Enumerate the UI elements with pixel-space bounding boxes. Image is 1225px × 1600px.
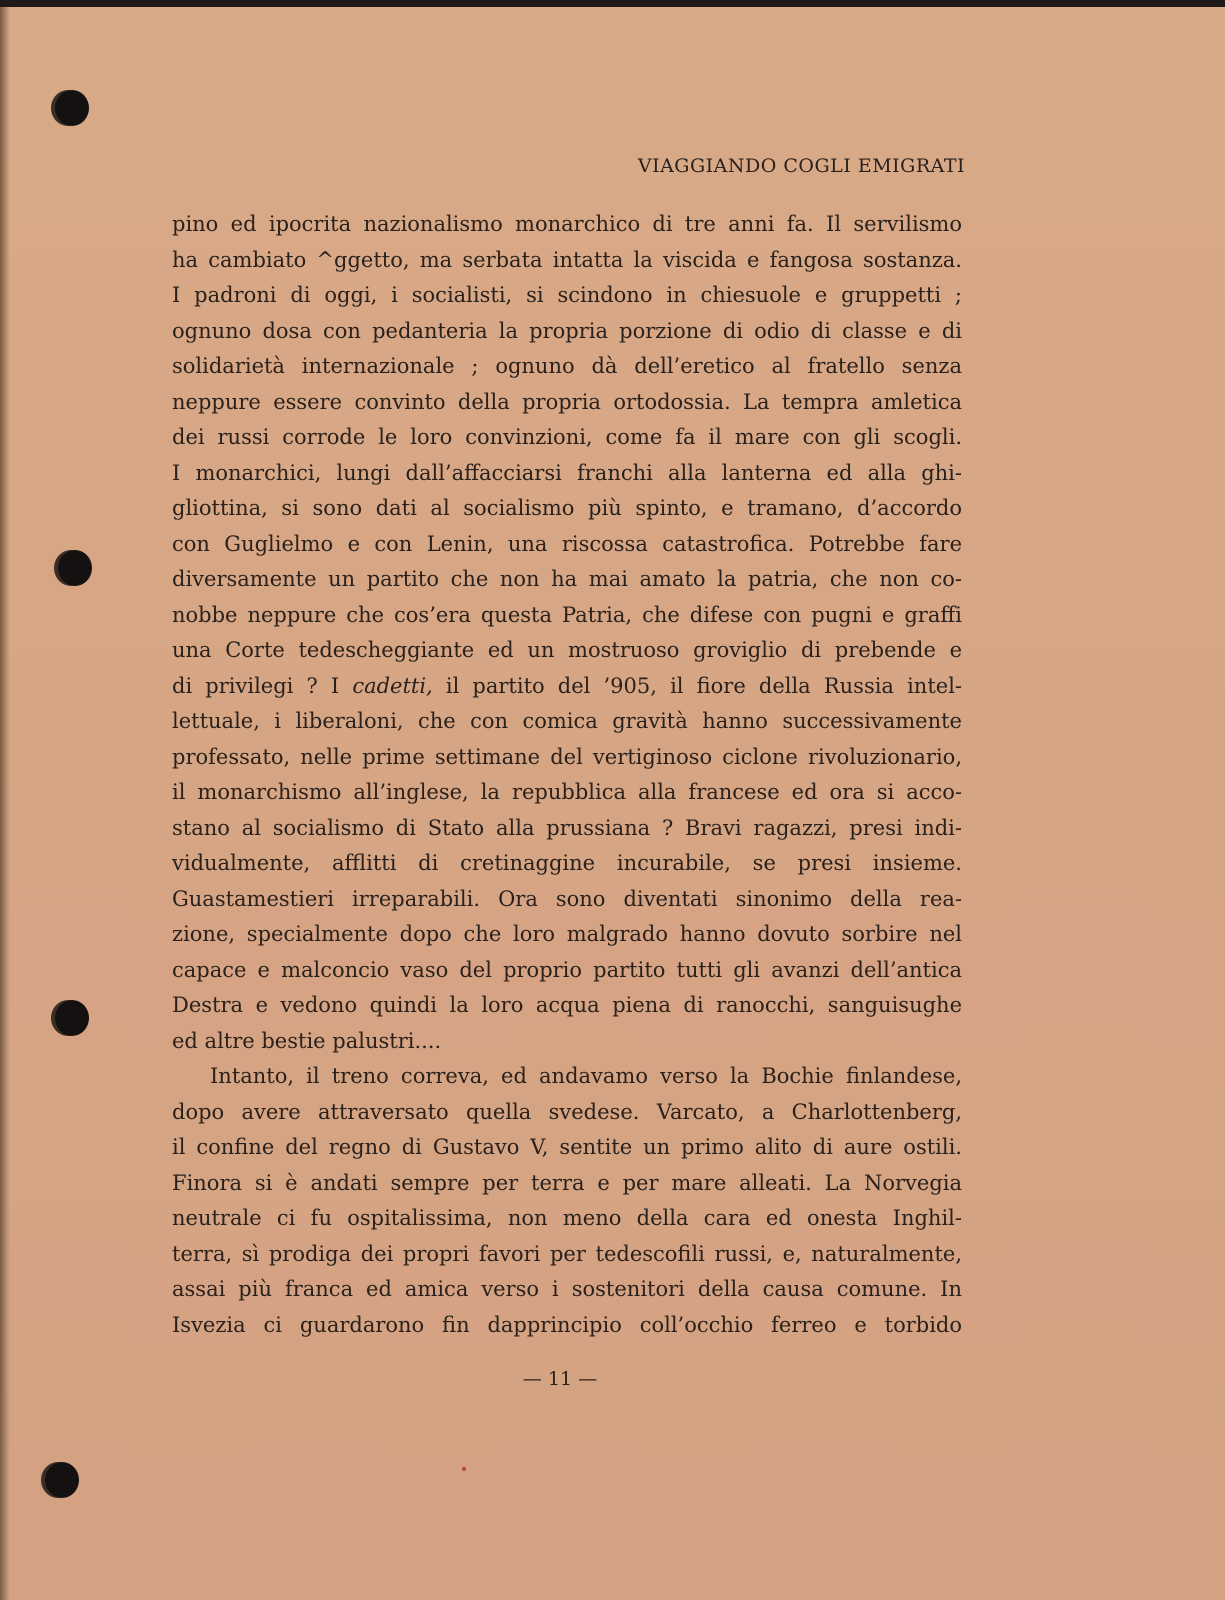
text-line: I padroni di oggi, i socialisti, si scindono in chiesuole e gruppetti ;: [172, 283, 962, 307]
text-line: capace e malconcio vaso del proprio partito tutti gli avanzi dell’antica: [172, 957, 962, 982]
text-line: I monarchici, lungi dall’affacciarsi franchi alla lanterna ed alla ghi-: [172, 460, 962, 485]
body-text: [172, 207, 962, 1343]
text-line: [172, 669, 962, 705]
text-line: il monarchismo all’inglese, la repubblica alla francese ed ora si acco-: [172, 780, 962, 804]
text-line: terra, sì prodiga dei propri favori per tedescofili russi, e, naturalmente,: [172, 1241, 962, 1266]
text-line: solidarietà internazionale ; ognuno dà dell’eretico al fratello senza: [172, 354, 962, 378]
text-line: assai più franca ed amica verso i sostenitori della causa comune. In: [172, 1277, 962, 1301]
text-line: ha cambiato ^ggetto, ma serbata intatta la viscida e fangosa sostanza.: [172, 247, 962, 272]
punch-hole: [58, 550, 92, 586]
scan-top-edge: [0, 0, 1225, 7]
text-line: dei russi corrode le loro convinzioni, come fa il mare con gli scogli.: [172, 425, 962, 449]
text-line: il confine del regno di Gustavo V, sentite un primo alito di aure ostili.: [172, 1135, 962, 1159]
text-line: ognuno dosa con pedanteria la propria porzione di odio di classe e di: [172, 318, 962, 343]
text-line: gliottina, si sono dati al socialismo più spinto, e tramano, d’accordo: [172, 496, 962, 520]
ink-speck: [462, 1467, 466, 1471]
text-line: vidualmente, afflitti di cretinaggine incurabile, se presi insieme.: [172, 851, 962, 875]
text-line: neutrale ci fu ospitalissima, non meno della cara ed onesta Inghil-: [172, 1206, 962, 1230]
text-line: con Guglielmo e con Lenin, una riscossa catastrofica. Potrebbe fare: [172, 531, 962, 556]
text-line: dopo avere attraversato quella svedese. Varcato, a Charlottenberg,: [172, 1099, 962, 1124]
punch-hole: [55, 90, 89, 126]
text-line: nobbe neppure che cos’era questa Patria, che difese con pugni e graffi: [172, 602, 962, 627]
text-line: Finora si è andati sempre per terra e per mare alleati. La Norvegia: [172, 1170, 962, 1195]
text-fragment: il partito del ’905, il fiore della Russia intel-: [432, 673, 962, 698]
page-number: — 11 —: [522, 1368, 598, 1390]
text-line: pino ed ipocrita nazionalismo monarchico di tre anni fa. Il servilismo: [172, 212, 962, 236]
text-line: Intanto, il treno correva, ed andavamo verso la Bochie finlandese,: [210, 1064, 962, 1088]
text-line: diversamente un partito che non ha mai amato la patria, che non co-: [172, 567, 962, 591]
text-line: ed altre bestie palustri....: [172, 1028, 442, 1053]
text-line: lettuale, i liberaloni, che con comica gravità hanno successivamente: [172, 709, 962, 733]
text-line: professato, nelle prime settimane del vertiginoso ciclone rivoluzionario,: [172, 744, 962, 769]
italic-term: cadetti,: [352, 673, 433, 698]
punch-hole: [55, 1000, 89, 1036]
text-line: stano al socialismo di Stato alla prussiana ? Bravi ragazzi, presi indi-: [172, 815, 962, 840]
text-line: neppure essere convinto della propria ortodossia. La tempra amletica: [172, 389, 962, 414]
running-head: VIAGGIANDO COGLI EMIGRATI: [637, 155, 965, 177]
text-line: Isvezia ci guardarono fin dapprincipio coll’occhio ferreo e torbido: [172, 1312, 962, 1337]
scan-left-edge: [0, 7, 10, 1600]
text-line: Guastamestieri irreparabili. Ora sono diventati sinonimo della rea-: [172, 886, 962, 911]
text-line: Destra e vedono quindi la loro acqua piena di ranocchi, sanguisughe: [172, 993, 962, 1017]
text-line: una Corte tedescheggiante ed un mostruoso groviglio di prebende e: [172, 638, 962, 662]
text-line: zione, specialmente dopo che loro malgrado hanno dovuto sorbire nel: [172, 922, 962, 946]
punch-hole: [45, 1462, 79, 1498]
text-fragment: di privilegi ? I: [172, 673, 353, 698]
